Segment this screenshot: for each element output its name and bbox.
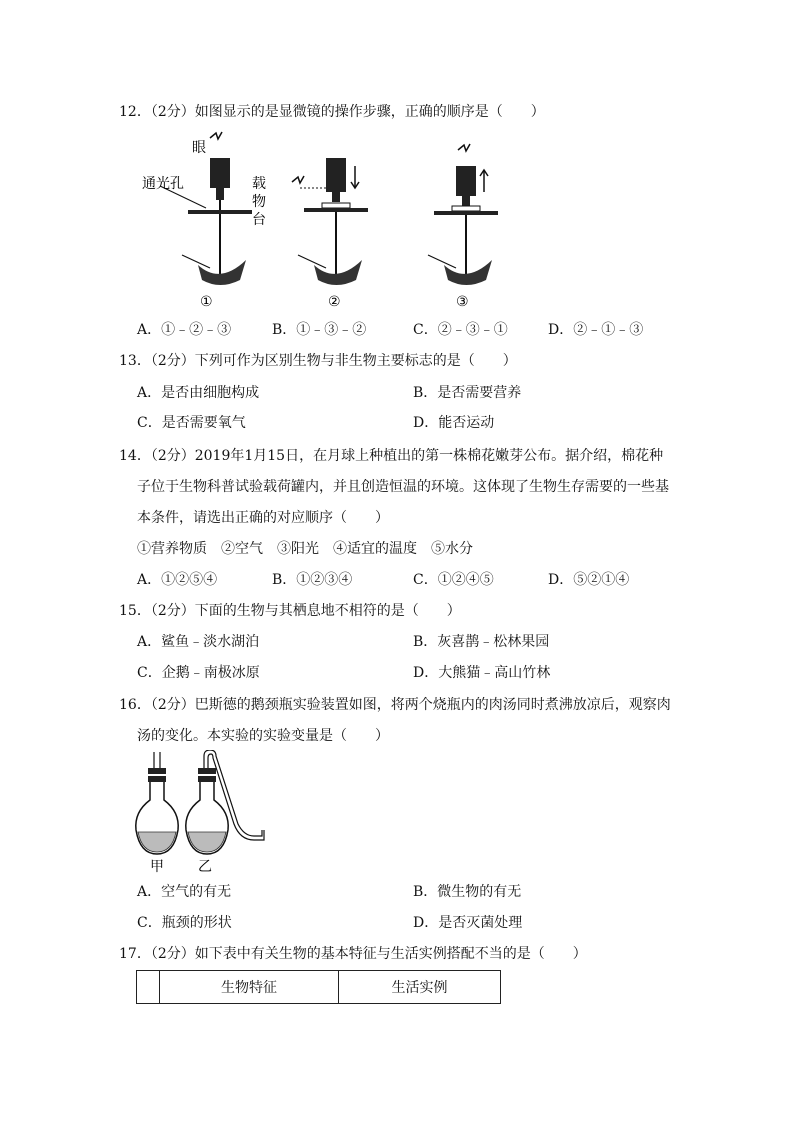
q13-stem: 13．（2分）下列可作为区别生物与非生物主要标志的是（ ） (119, 353, 517, 369)
q14-option-b[interactable]: B．①②③④ (272, 572, 353, 588)
eyepiece-tube (210, 158, 230, 188)
q14-stem-line-3: 本条件，请选出正确的对应顺序（ ） (137, 510, 389, 526)
q15-option-c[interactable]: C．企鹅﹣南极冰原 (137, 665, 260, 681)
q16-option-a[interactable]: A．空气的有无 (137, 884, 232, 900)
q17-table (136, 970, 501, 1004)
eyepiece-tube (456, 166, 476, 196)
q12-stem: 12．（2分）如图显示的是显微镜的操作步骤，正确的顺序是（ ） (119, 104, 545, 120)
q15-option-b[interactable]: B．灰喜鹊﹣松林果园 (413, 634, 550, 650)
table-header-row (137, 971, 501, 1004)
q14-items: ①营养物质 ②空气 ③阳光 ④适宜的温度 ⑤水分 (137, 541, 473, 557)
q13-option-c[interactable]: C．是否需要氧气 (137, 415, 246, 431)
microscope-step-2 (292, 158, 368, 310)
q15-option-d[interactable]: D．大熊猫﹣高山竹林 (413, 665, 551, 681)
stage-label-1: 载 (252, 176, 266, 192)
q12-option-d[interactable]: D．②﹣①﹣③ (548, 322, 644, 338)
microscope-step-3 (428, 144, 498, 310)
q14-option-d[interactable]: D．⑤②①④ (548, 572, 630, 588)
q16-option-b[interactable]: B．微生物的有无 (413, 884, 522, 900)
step-num-1: ① (200, 294, 213, 310)
table-header-example: 生活实例 (339, 971, 501, 1004)
flask-jia (136, 752, 178, 875)
stage-label-3: 台 (252, 212, 266, 228)
q16-option-d[interactable]: D．是否灭菌处理 (413, 915, 523, 931)
q16-stem-line-2: 汤的变化。本实验的实验变量是（ ） (137, 728, 389, 744)
q12-option-a[interactable]: A．①﹣②﹣③ (137, 322, 232, 338)
stage-label-2: 物 (252, 194, 266, 210)
swan-neck-flask-diagram (132, 750, 272, 878)
q12-option-c[interactable]: C．②﹣③﹣① (413, 322, 508, 338)
q15-stem: 15．（2分）下面的生物与其栖息地不相符的是（ ） (119, 603, 461, 619)
step-num-2: ② (328, 294, 341, 310)
flask-label-yi: 乙 (198, 859, 212, 875)
microscope-step-1 (142, 132, 266, 310)
aperture-label: 通光孔 (142, 176, 184, 192)
flask-yi (186, 750, 264, 875)
eye-icon (210, 132, 222, 139)
eyepiece-tube (326, 158, 346, 192)
q13-option-a[interactable]: A．是否由细胞构成 (137, 385, 260, 401)
step-num-3: ③ (456, 294, 469, 310)
q14-option-a[interactable]: A．①②⑤④ (137, 572, 218, 588)
mirror (198, 260, 246, 285)
q13-option-d[interactable]: D．能否运动 (413, 415, 495, 431)
q14-option-c[interactable]: C．①②④⑤ (413, 572, 494, 588)
q14-stem-line-1: 14．（2分）2019年1月15日，在月球上种植出的第一株棉花嫩芽公布。据介绍，棉花种 (119, 448, 664, 464)
q16-option-c[interactable]: C．瓶颈的形状 (137, 915, 232, 931)
table-header-blank (137, 971, 160, 1004)
q13-option-b[interactable]: B．是否需要营养 (413, 385, 522, 401)
table-header-feature: 生物特征 (160, 971, 339, 1004)
q15-option-a[interactable]: A．鲨鱼﹣淡水湖泊 (137, 634, 260, 650)
eye-label: 眼 (192, 140, 206, 156)
q14-stem-line-2: 子位于生物科普试验载荷罐内，并且创造恒温的环境。这体现了生物生存需要的一些基 (137, 479, 669, 495)
q12-option-b[interactable]: B．①﹣③﹣② (272, 322, 367, 338)
stage (188, 210, 252, 214)
eye-icon (292, 176, 304, 183)
flask-label-jia: 甲 (150, 859, 164, 875)
eye-icon (458, 144, 470, 151)
microscope-steps-diagram (140, 130, 500, 310)
q16-stem-line-1: 16．（2分）巴斯德的鹅颈瓶实验装置如图，将两个烧瓶内的肉汤同时煮沸放凉后，观察肉 (119, 697, 671, 713)
q17-stem: 17．（2分）如下表中有关生物的基本特征与生活实例搭配不当的是（ ） (119, 946, 587, 962)
